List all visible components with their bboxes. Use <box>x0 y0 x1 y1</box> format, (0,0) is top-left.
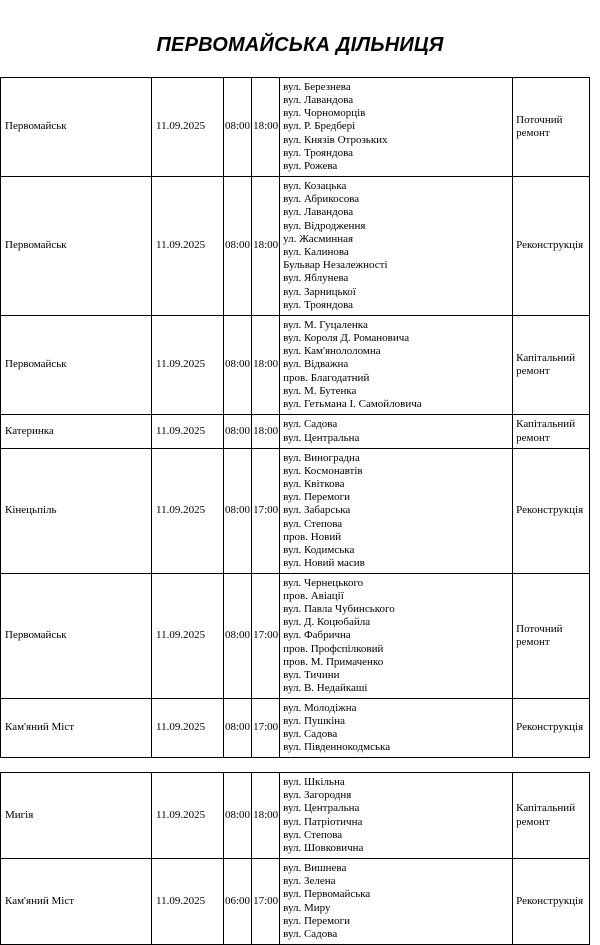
work-type-cell: Реконструкція <box>513 177 590 316</box>
work-type-cell: Поточний ремонт <box>513 574 590 699</box>
street-item: вул. Князів Отрозьких <box>283 133 388 146</box>
street-item: вул. Кам'янололомна <box>283 345 381 358</box>
street-item: вул. Перемоги <box>283 491 351 504</box>
street-item: вул. Д. Коцюбайла <box>283 616 371 629</box>
street-item: вул. Кодимська <box>283 544 355 556</box>
street-item: пров. Профспілковий <box>283 642 384 655</box>
street-item: вул. Павла Чубинського <box>283 602 395 615</box>
street-item: вул. Чорноморців <box>283 107 366 120</box>
location-cell: Первомайськ <box>1 78 152 177</box>
street-item: вул. Відважна <box>283 358 349 371</box>
table-row <box>1 177 590 316</box>
location-cell: Катеринка <box>1 415 152 449</box>
streets-cell <box>280 316 513 415</box>
street-item: вул. Лавандова <box>283 93 354 106</box>
end-time-cell: 18:00 <box>252 177 280 316</box>
streets-cell <box>280 699 513 758</box>
start-time-cell: 08:00 <box>224 415 252 449</box>
street-item: вул. Степова <box>283 828 343 841</box>
street-item: вул. Зелена <box>283 875 336 888</box>
street-item: вул. Фабрична <box>283 629 351 642</box>
streets-cell <box>280 78 513 177</box>
end-time-cell: 18:00 <box>252 78 280 177</box>
start-time-cell: 08:00 <box>224 316 252 415</box>
date-cell: 11.09.2025 <box>152 449 224 574</box>
street-item: вул. Патріотична <box>283 815 363 828</box>
street-item: вул. Короля Д. Романовича <box>283 331 410 344</box>
schedule-table <box>0 77 590 758</box>
start-time-cell: 08:00 <box>224 699 252 758</box>
work-type-cell: Реконструкція <box>513 699 590 758</box>
street-item: вул. Рожева <box>283 160 338 172</box>
street-item: вул. Молодіжна <box>283 701 357 714</box>
streets-cell <box>280 177 513 316</box>
work-type-cell: Капітальний ремонт <box>513 316 590 415</box>
date-cell: 11.09.2025 <box>152 415 224 449</box>
street-item: вул. Центральна <box>283 431 360 444</box>
date-cell: 11.09.2025 <box>152 699 224 758</box>
work-type-cell: Поточний ремонт <box>513 78 590 177</box>
street-item: вул. М. Бутенка <box>283 384 357 397</box>
end-time-cell: 17:00 <box>252 859 280 945</box>
street-item: вул. Калинова <box>283 246 349 258</box>
street-item: вул. Степова <box>283 517 343 530</box>
start-time-cell: 08:00 <box>224 177 252 316</box>
street-item: Бульвар Незалежності <box>283 259 388 272</box>
table-row <box>1 574 590 699</box>
street-item: вул. Березнева <box>283 80 351 93</box>
street-item: вул. Абрикосова <box>283 193 360 206</box>
end-time-cell: 18:00 <box>252 773 280 859</box>
street-item: вул. Новий масив <box>283 557 365 570</box>
street-item: вул. Відродження <box>283 219 366 232</box>
street-item: вул. Чернецького <box>283 576 364 589</box>
street-item: вул. В. Недайкаші <box>283 682 368 695</box>
streets-cell <box>280 415 513 449</box>
date-cell: 11.09.2025 <box>152 78 224 177</box>
table-row <box>1 773 590 859</box>
street-item: вул. Шовковична <box>283 841 364 854</box>
table-row <box>1 449 590 574</box>
street-item: вул. Вишнева <box>283 861 347 874</box>
street-item: вул. Первомайська <box>283 888 371 901</box>
date-cell: 11.09.2025 <box>152 773 224 859</box>
street-item: вул. Трояндова <box>283 298 354 311</box>
date-cell: 11.09.2025 <box>152 574 224 699</box>
end-time-cell: 18:00 <box>252 316 280 415</box>
street-item: ул. Жасминная <box>283 232 354 245</box>
street-item: вул. Виноградна <box>283 451 360 464</box>
page-title: ПЕРВОМАЙСЬКА ДІЛЬНИЦЯ <box>156 34 444 56</box>
location-cell: Первомайськ <box>1 316 152 415</box>
location-cell: Первомайськ <box>1 574 152 699</box>
streets-cell <box>280 859 513 945</box>
street-item: вул. Р. Бредбері <box>283 120 356 133</box>
street-item: вул. Козацька <box>283 179 347 192</box>
start-time-cell: 08:00 <box>224 449 252 574</box>
street-item: пров. Благодатний <box>283 371 370 384</box>
street-item: вул. Садова <box>283 927 338 940</box>
street-item: вул. Лавандова <box>283 206 354 219</box>
street-item: пров. Авіації <box>283 589 344 602</box>
street-item: пров. Новий <box>283 530 342 543</box>
street-item: вул. Трояндова <box>283 146 354 159</box>
start-time-cell: 08:00 <box>224 773 252 859</box>
date-cell: 11.09.2025 <box>152 316 224 415</box>
street-item: вул. Квіткова <box>283 477 345 490</box>
location-cell: Кам'яний Міст <box>1 699 152 758</box>
streets-cell <box>280 574 513 699</box>
street-item: вул. Космонавтів <box>283 464 363 477</box>
streets-cell <box>280 773 513 859</box>
end-time-cell: 18:00 <box>252 415 280 449</box>
table-row <box>1 415 590 449</box>
date-cell: 11.09.2025 <box>152 177 224 316</box>
street-item: вул. Садова <box>283 418 338 431</box>
work-type-cell: Реконструкція <box>513 859 590 945</box>
street-item: вул. Тичини <box>283 669 340 681</box>
street-item: вул. Пушкіна <box>283 714 346 727</box>
street-item: вул. Перемоги <box>283 914 351 927</box>
end-time-cell: 17:00 <box>252 449 280 574</box>
location-cell: Кам'яний Міст <box>1 859 152 945</box>
start-time-cell: 08:00 <box>224 574 252 699</box>
street-item: пров. М. Примаченко <box>283 655 384 668</box>
end-time-cell: 17:00 <box>252 574 280 699</box>
work-type-cell: Реконструкція <box>513 449 590 574</box>
street-item: вул. Південнокодмська <box>283 741 391 754</box>
start-time-cell: 06:00 <box>224 859 252 945</box>
table-row <box>1 699 590 758</box>
schedule-table-continued <box>0 772 590 945</box>
streets-cell <box>280 449 513 574</box>
start-time-cell: 08:00 <box>224 78 252 177</box>
end-time-cell: 17:00 <box>252 699 280 758</box>
location-cell: Первомайськ <box>1 177 152 316</box>
street-item: вул. Гетьмана І. Самойловича <box>283 398 422 410</box>
location-cell: Кінецьпіль <box>1 449 152 574</box>
street-item: вул. Миру <box>283 901 331 914</box>
work-type-cell: Капітальний ремонт <box>513 415 590 449</box>
table-row <box>1 316 590 415</box>
table-row <box>1 78 590 177</box>
street-item: вул. М. Гуцаленка <box>283 318 368 331</box>
street-item: вул. Садова <box>283 728 338 740</box>
street-item: вул. Яблунева <box>283 272 349 285</box>
street-item: вул. Зарницької <box>283 285 356 298</box>
location-cell: Мигія <box>1 773 152 859</box>
table-row <box>1 859 590 945</box>
street-item: вул. Забарська <box>283 504 351 517</box>
street-item: вул. Загородня <box>283 789 352 802</box>
street-item: вул. Центральна <box>283 802 360 815</box>
street-item: вул. Шкільна <box>283 775 345 788</box>
date-cell: 11.09.2025 <box>152 859 224 945</box>
work-type-cell: Капітальний ремонт <box>513 773 590 859</box>
